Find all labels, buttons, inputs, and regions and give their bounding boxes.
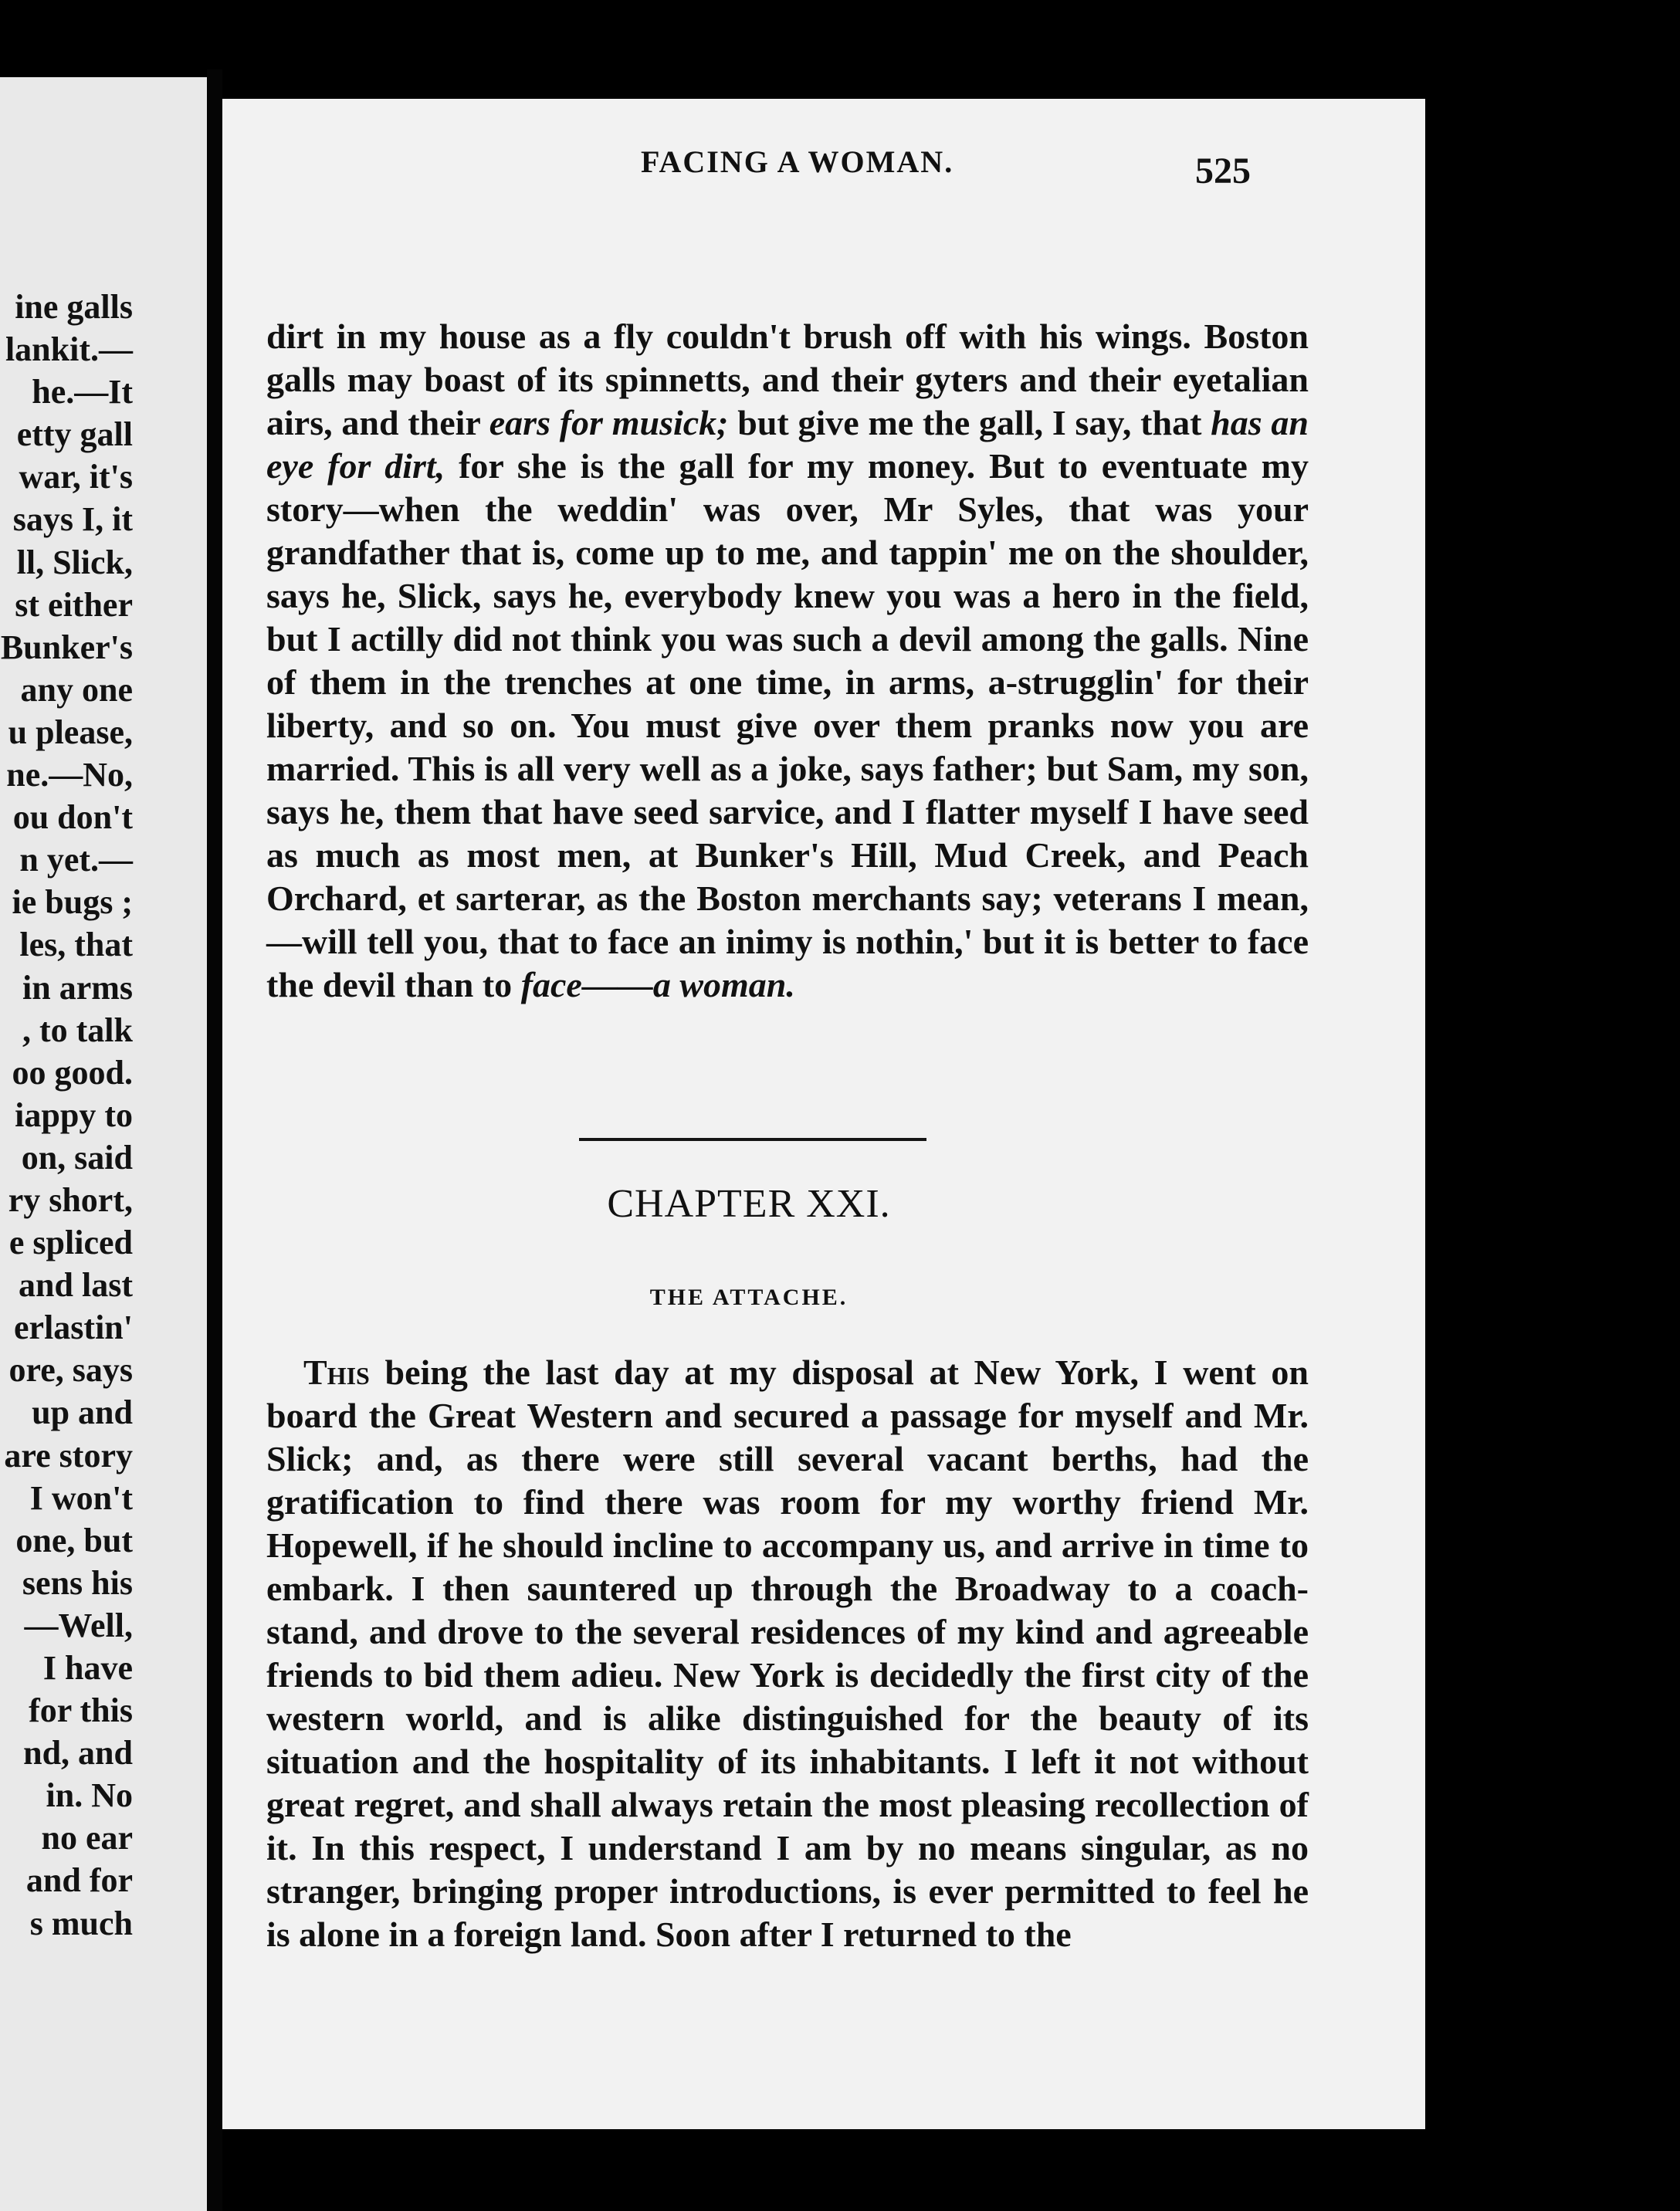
text-run: being the last day at my disposal at New York, I went on board the Great Western and secured a passage for myself and Mr. Slick; and, as there were still several vacant berths, had the gratification to find there was room for my worthy friend Mr. Hopewell, if he should incline to accompany us, and arrive in time to embark. I then sauntered up through the Broadway to a coach-stand, and drove to the several residences of my kind and agreeable friends to bid them adieu. New York is decidedly the first city of the western world, and is alike distinguished for the beauty of its situation and the hospitality of its inhabitants. I left it not without great regret, and shall always retain the most pleasing recollection of it. In this respect, I understand I am by no means singular, as no stranger, bringing proper introductions, is ever permitted to feel he is alone in a foreign land. Soon after I returned to the — [266, 1353, 1309, 1954]
left-page-line: for this — [29, 1691, 133, 1730]
left-page-line: ou don't — [12, 798, 133, 837]
left-page-line: up and — [32, 1393, 133, 1432]
text-run: for she is the gall for my money. But to eventuate my story—when the weddin' was over, Mr Syles, that was your grandfather that is, come up to me, and tappin' me on the shoulder, says he, Slick, says he, everybody knew you was a hero in the field, but I actilly did not think you was such a devil among the galls. Nine of them in the trenches at one time, in arms, a-strugglin' for their liberty, and so on. You must give over them pranks now you are married. This is all very well as a joke, says father; but Sam, my son, says he, them that have seed sarvice, and I flatter myself I have seed as much as most men, at Bunker's Hill, Mud Creek, and Peach Orchard, et sarterar, as the Boston merchants say; veterans I mean,—will tell you, that to face an inimy is nothin,' but it is better to face the devil than to — [266, 446, 1309, 1004]
left-page-line: ll, Slick, — [16, 543, 133, 581]
left-page-line: are story — [4, 1436, 133, 1475]
left-page-line: he.—It — [32, 373, 133, 411]
left-page-line: , to talk — [22, 1011, 133, 1049]
left-page-line: in. No — [46, 1776, 133, 1815]
italic-run: ears for musick; — [489, 403, 729, 442]
paragraph-continuation — [266, 315, 1309, 1007]
left-page-line: ie bugs ; — [12, 883, 133, 922]
left-page-line: ry short, — [8, 1180, 133, 1219]
left-page-fragment — [0, 77, 207, 2211]
page-number: 525 — [1195, 151, 1251, 191]
left-page-line: iappy to — [15, 1095, 133, 1134]
left-page-line: nd, and — [23, 1734, 133, 1773]
left-page-line: s much — [29, 1904, 133, 1942]
left-page-text — [0, 286, 133, 1945]
italic-run: has an eye for dirt, — [266, 403, 1309, 486]
left-page-line: says I, it — [12, 500, 133, 539]
section-divider — [579, 1138, 926, 1141]
left-page-line: I have — [42, 1649, 133, 1687]
left-page-line: in arms — [22, 968, 133, 1007]
left-page-line: and for — [25, 1861, 133, 1900]
book-gutter — [207, 69, 222, 2211]
left-page-line: e spliced — [8, 1224, 133, 1262]
left-page-line: I won't — [29, 1478, 133, 1517]
italic-run: face——a woman. — [520, 965, 795, 1004]
left-page-line: on, said — [21, 1138, 133, 1177]
left-page-line: les, that — [19, 926, 133, 964]
text-run: dirt in my house as a fly couldn't brush off with his wings. Boston galls may boast of its spinnetts, and their gyters and their eyetalian airs, and their — [266, 317, 1309, 442]
left-page-line: u please, — [8, 713, 133, 751]
left-page-line: st either — [15, 585, 133, 624]
left-page-line: etty gall — [16, 415, 133, 454]
text-run: but give me the gall, I say, that — [728, 403, 1211, 442]
dropcap-word: This — [303, 1353, 370, 1392]
left-page-line: lankit.— — [5, 330, 133, 369]
left-page-line: ore, says — [8, 1351, 133, 1390]
left-page-line: oo good. — [12, 1053, 133, 1092]
left-page-line: any one — [20, 670, 133, 709]
left-page-line: and last — [19, 1266, 133, 1305]
left-page-line: Bunker's — [0, 628, 133, 666]
left-page-line: erlastin' — [14, 1309, 133, 1347]
chapter-title: CHAPTER XXI. — [607, 1182, 891, 1226]
left-page-line: —Well, — [24, 1606, 133, 1644]
left-page-line: war, it's — [19, 458, 133, 496]
left-page-line: n yet.— — [19, 841, 133, 879]
chapter-opening-paragraph — [266, 1351, 1309, 1956]
chapter-subtitle: THE ATTACHE. — [649, 1285, 848, 1310]
left-page-line: sens his — [22, 1563, 133, 1602]
left-page-line: ine galls — [15, 288, 133, 326]
running-head: FACING A WOMAN. — [641, 144, 954, 179]
left-page-line: ne.—No, — [6, 756, 133, 794]
left-page-line: no ear — [41, 1819, 133, 1857]
left-page-line: one, but — [15, 1521, 133, 1559]
